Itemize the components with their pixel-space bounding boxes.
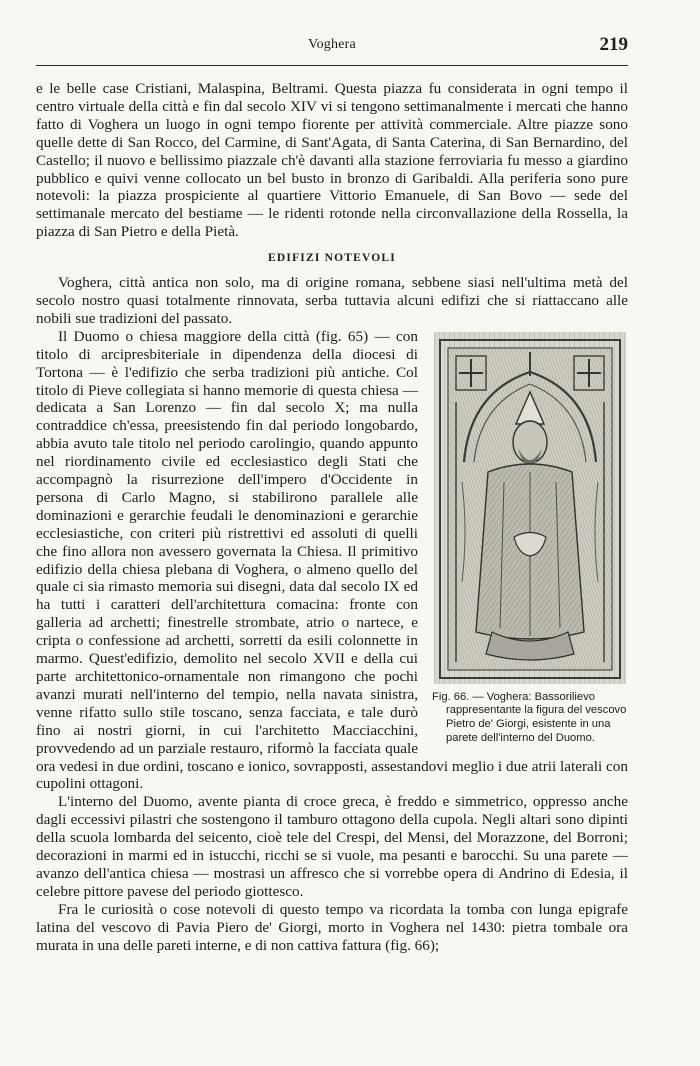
paragraph-intro: Voghera, città antica non solo, ma di origine romana, sebbene siasi nell'ultima metà del secolo nostro quasi totalmente rinnovata, serba tuttavia alcuni edifizi che si riattaccano alle nobili sue tradizioni del passato. [36, 274, 628, 327]
paragraph-interno: L'interno del Duomo, avente pianta di croce greca, è freddo e simmetrico, oppresso anche dagli eccessivi pilastri che sostengono il tamburo ottagono della cupola. Negli altari sono dipinti della scuola lombarda del seicento, cioè tele del Crespi, del Mensi, del Morazzone, del Borroni; decorazioni in marmi ed in istucchi, ricchi se si vuole, ma pesanti e barocchi. Su una parete — avanzo dell'antica chiesa — mostrasi un affresco che si vorrebbe opera di Andrino di Edesia, il celebre pittore pavese del periodo giottesco. [36, 793, 628, 900]
paragraph-piazze: e le belle case Cristiani, Malaspina, Beltrami. Questa piazza fu considerata in ogni tempo il centro virtuale della città e fin dal secolo XIV vi si tengono settimanalmente i mercati che hanno fatto di Voghera un luogo in ogni tempo fiorente per attività commerciale. Altre piazze sono quelle dette di San Rocco, del Carmine, di Sant'Agata, di Santa Caterina, di San Bernardino, del Castello; il nuovo e bellissimo piazzale ch'è davanti alla stazione ferroviaria fu messo a giardino pubblico e quivi venne collocato un bel busto in bronzo di Garibaldi. Alla periferia sono pure notevoli: la piazza prospiciente al quartiere Vittorio Emanuele, di San Bovo — sede del settimanale mercato del bestiame — le ridenti rotonde nella circonvallazione della Rossella, la piazza di San Pietro e della Pietà. [36, 80, 628, 241]
figure-caption: Fig. 66. — Voghera: Bassorilievo rappresentante la figura del vescovo Pietro de' Giorgi, esistente in una parete dell'interno del Duomo. [432, 690, 627, 744]
page-number: 219 [599, 34, 628, 55]
header-rule [36, 65, 628, 66]
bas-relief-illustration [434, 332, 626, 684]
section-title: EDIFIZI NOTEVOLI [268, 252, 396, 265]
page-header [36, 36, 628, 58]
figure-66 [432, 332, 628, 745]
body-text [36, 80, 628, 955]
running-title: Voghera [308, 37, 356, 52]
paragraph-duomo: Il Duomo o chiesa maggiore della città (fig. 65) — con titolo di arcipresbiteriale in dipendenza della diocesi di Tortona — è l'edifizio che serba tradizioni più antiche. Col titolo di Pieve collegiata si hanno memorie di questa chiesa — dedicata a San Lorenzo — fin dal secolo X; ma nulla contraddice ch'essa, preesistendo fin dal periodo longobardo, abbia avuto tale titolo nel periodo carolingio, quando appunto nel riordinamento civile ed ecclesiastico degli Stati che accompagnò la risurrezione dell'impero d'Occidente in persona di Carlo Magno, si stabilirono parallele alle dominazioni e gerarchie feudali le denominazioni e gerarchie ecclesiastiche, con criteri più ristrettivi ed assoluti di quelli che fino allora non avessero governata la Chiesa. Il primitivo edifizio della chiesa plebana di Voghera, o almeno quello del quale ci sia rimasto memoria sui disegni, data dal secolo IX ed ha tutti i caratteri dell'architettura comacina: fronte con galleria ad archetti; finestrelle strombate, atrio o nartece, e cripta o confessione ad archetti, sorretti da esili colonnette in marmo. Quest'edifizio, demolito nel secolo XVII e della cui parte architettonico-ornamentale non rimangono che pochi avanzi murati nell'interno del tempio, nella navata sinistra, venne rifatto sullo stile toscano, senza facciata, e tale durò fino ai nostri giorni, in cui l'architetto Macciacchini, provvedendo ad un parziale restauro, riformò la facciata quale ora vedesi in due ordini, toscano e ionico, sovrapposti, assestandovi meglio i due atrii laterali con cupolini ottagoni. [36, 327, 628, 793]
paragraph-curiosita: Fra le curiosità o cose notevoli di questo tempo va ricordata la tomba con lunga epigrafe latina del vescovo di Pavia Piero de' Giorgi, morto in Voghera nel 1430: pietra tombale ora murata in una delle pareti interne, e di non cattiva fattura (fig. 66); [36, 900, 628, 954]
